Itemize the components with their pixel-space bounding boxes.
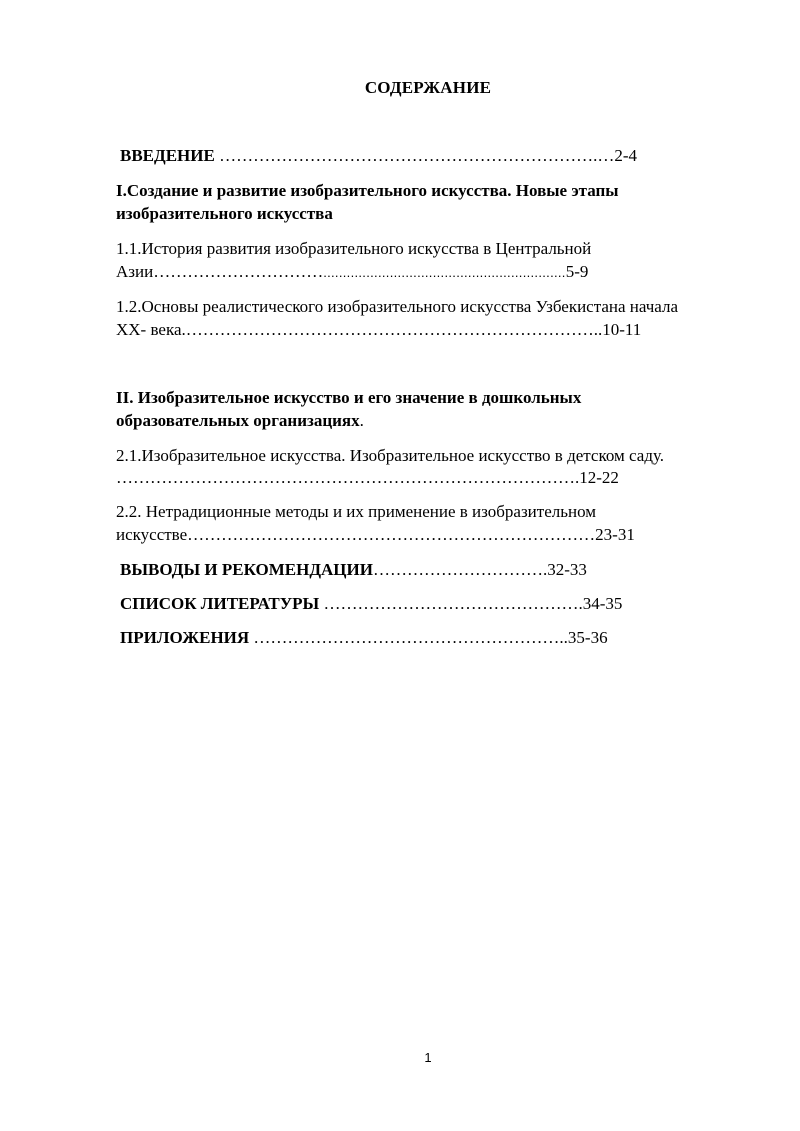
toc-chapter2-heading-line1: II. Изобразительное искусство и его значение в дошкольных — [116, 388, 582, 407]
toc-section-2-2-text: искусстве — [116, 525, 188, 544]
toc-section-1-2-text: XX- века. — [116, 320, 186, 339]
toc-chapter1-heading-line2: изобразительного искусства — [116, 204, 333, 223]
toc-section-1-1-dots: ………………………… — [153, 262, 324, 281]
toc-section-1-1-pages: 5-9 — [565, 262, 589, 281]
toc-chapter2-heading-tail: . — [359, 411, 364, 430]
toc-appendix-label: ПРИЛОЖЕНИЯ — [120, 628, 250, 647]
toc-references-label: СПИСОК ЛИТЕРАТУРЫ — [120, 594, 320, 613]
page-number: 1 — [424, 1050, 432, 1065]
toc-intro-pages: 2-4 — [614, 146, 638, 165]
toc-section-1-1-text: Азии — [116, 262, 154, 281]
toc-conclusions-pages: 32-33 — [547, 560, 587, 579]
toc-appendix-pages: 35-36 — [567, 628, 608, 647]
toc-chapter2-heading-text: образовательных организациях — [116, 411, 360, 430]
toc-appendix-dots: ……………………………………………….. — [249, 628, 568, 647]
toc-section-1-2-line1: 1.2.Основы реалистического изобразительного искусства Узбекистана начала — [116, 297, 679, 316]
toc-section-2-1-pages: 12-22 — [579, 468, 619, 487]
toc-section-2-2-line1: 2.2. Нетрадиционные методы и их применение в изобразительном — [116, 502, 597, 521]
toc-section-2-2-dots: ……………………………………………………………… — [187, 525, 596, 544]
toc-conclusions-dots: …………………………. — [372, 560, 548, 579]
toc-section-1-1-line1: 1.1.История развития изобразительного искусства в Центральной — [116, 239, 592, 258]
toc-section-1-2-line2 — [116, 320, 641, 340]
toc-section-2-1-dots: ………………………………………………………………………. — [116, 468, 580, 487]
toc-section-1-2-pages: 10-11 — [602, 320, 642, 339]
toc-references-pages: 34-35 — [582, 594, 623, 613]
toc-entry-references — [120, 594, 622, 614]
toc-chapter1-heading-line1: I.Создание и развитие изобразительного искусства. Новые этапы — [116, 181, 619, 200]
toc-entry-appendix — [120, 628, 608, 648]
toc-section-1-2-dots: ……………………………………………………………….. — [185, 320, 603, 339]
toc-section-1-1-dots-small: .............................................................. — [323, 265, 566, 280]
toc-conclusions-label: ВЫВОДЫ И РЕКОМЕНДАЦИИ — [120, 560, 373, 579]
toc-chapter2-heading-line2 — [116, 411, 364, 431]
toc-section-2-2-pages: 23-31 — [595, 525, 635, 544]
page-title: СОДЕРЖАНИЕ — [364, 78, 492, 97]
toc-section-2-2-line2 — [116, 525, 635, 545]
toc-intro-dots: ………………………………………………………….… — [214, 146, 615, 165]
toc-entry-introduction — [120, 146, 637, 166]
toc-references-dots: ………………………………………. — [319, 594, 583, 613]
toc-section-2-1-line2 — [116, 468, 619, 488]
toc-section-1-1-line2 — [116, 262, 588, 283]
toc-intro-label: ВВЕДЕНИЕ — [120, 146, 215, 165]
toc-section-2-1-line1: 2.1.Изобразительное искусства. Изобразительное искусство в детском саду. — [116, 446, 665, 465]
toc-entry-conclusions — [120, 560, 587, 580]
